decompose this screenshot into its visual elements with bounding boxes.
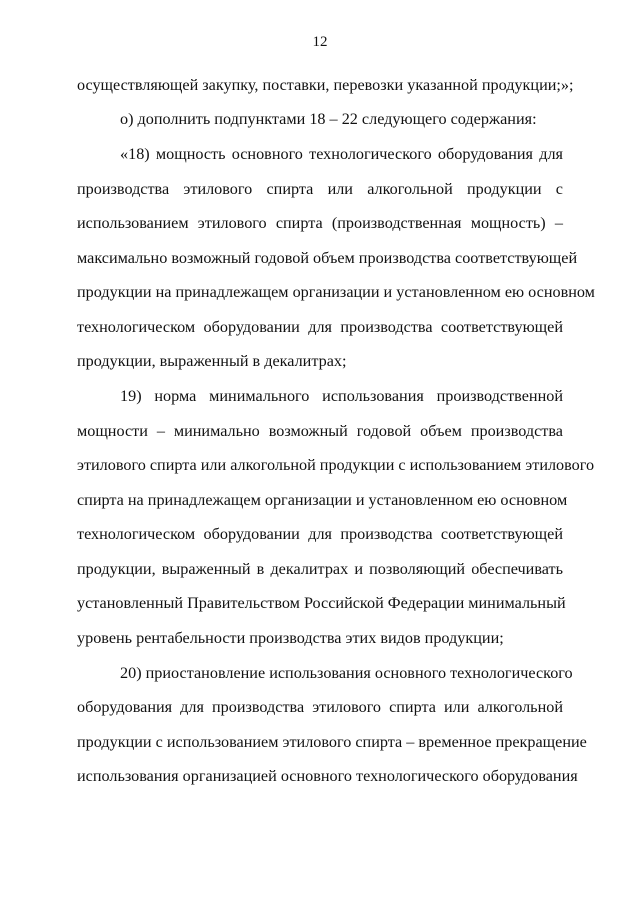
text-line: этилового спирта или алкогольной продукции с использованием этилового (77, 456, 595, 474)
text-line: спирта на принадлежащем организации и установленном ею основном (77, 491, 568, 509)
text-line: 19) норма минимального использования производственной (120, 387, 563, 405)
text-line: уровень рентабельности производства этих видов продукции; (77, 629, 504, 647)
text-line: максимально возможный годовой объем производства соответствующей (77, 249, 578, 267)
text-line: оборудования для производства этилового спирта или алкогольной (77, 698, 563, 716)
text-line: продукции, выраженный в декалитрах; (77, 352, 347, 370)
text-line: продукции, выраженный в декалитрах и позволяющий обеспечивать (77, 560, 563, 578)
text-line: «18) мощность основного технологического оборудования для (120, 145, 563, 163)
text-line: осуществляющей закупку, поставки, перевозки указанной продукции;»; (77, 76, 574, 94)
text-line: производства этилового спирта или алкогольной продукции с (77, 180, 563, 198)
text-line: о) дополнить подпунктами 18 – 22 следующего содержания: (120, 110, 537, 128)
text-line: использования организацией основного технологического оборудования (77, 767, 578, 785)
text-line: установленный Правительством Российской Федерации минимальный (77, 594, 566, 612)
text-line: технологическом оборудовании для производства соответствующей (77, 525, 563, 543)
text-line: использованием этилового спирта (производственная мощность) – (77, 214, 563, 232)
text-line: продукции с использованием этилового спирта – временное прекращение (77, 733, 587, 751)
text-line: технологическом оборудовании для производства соответствующей (77, 318, 563, 336)
page-number: 12 (312, 34, 328, 50)
text-line: продукции на принадлежащем организации и установленном ею основном (77, 283, 595, 301)
text-line: мощности – минимально возможный годовой объем производства (77, 422, 563, 440)
text-line: 20) приостановление использования основного технологического (120, 664, 573, 682)
